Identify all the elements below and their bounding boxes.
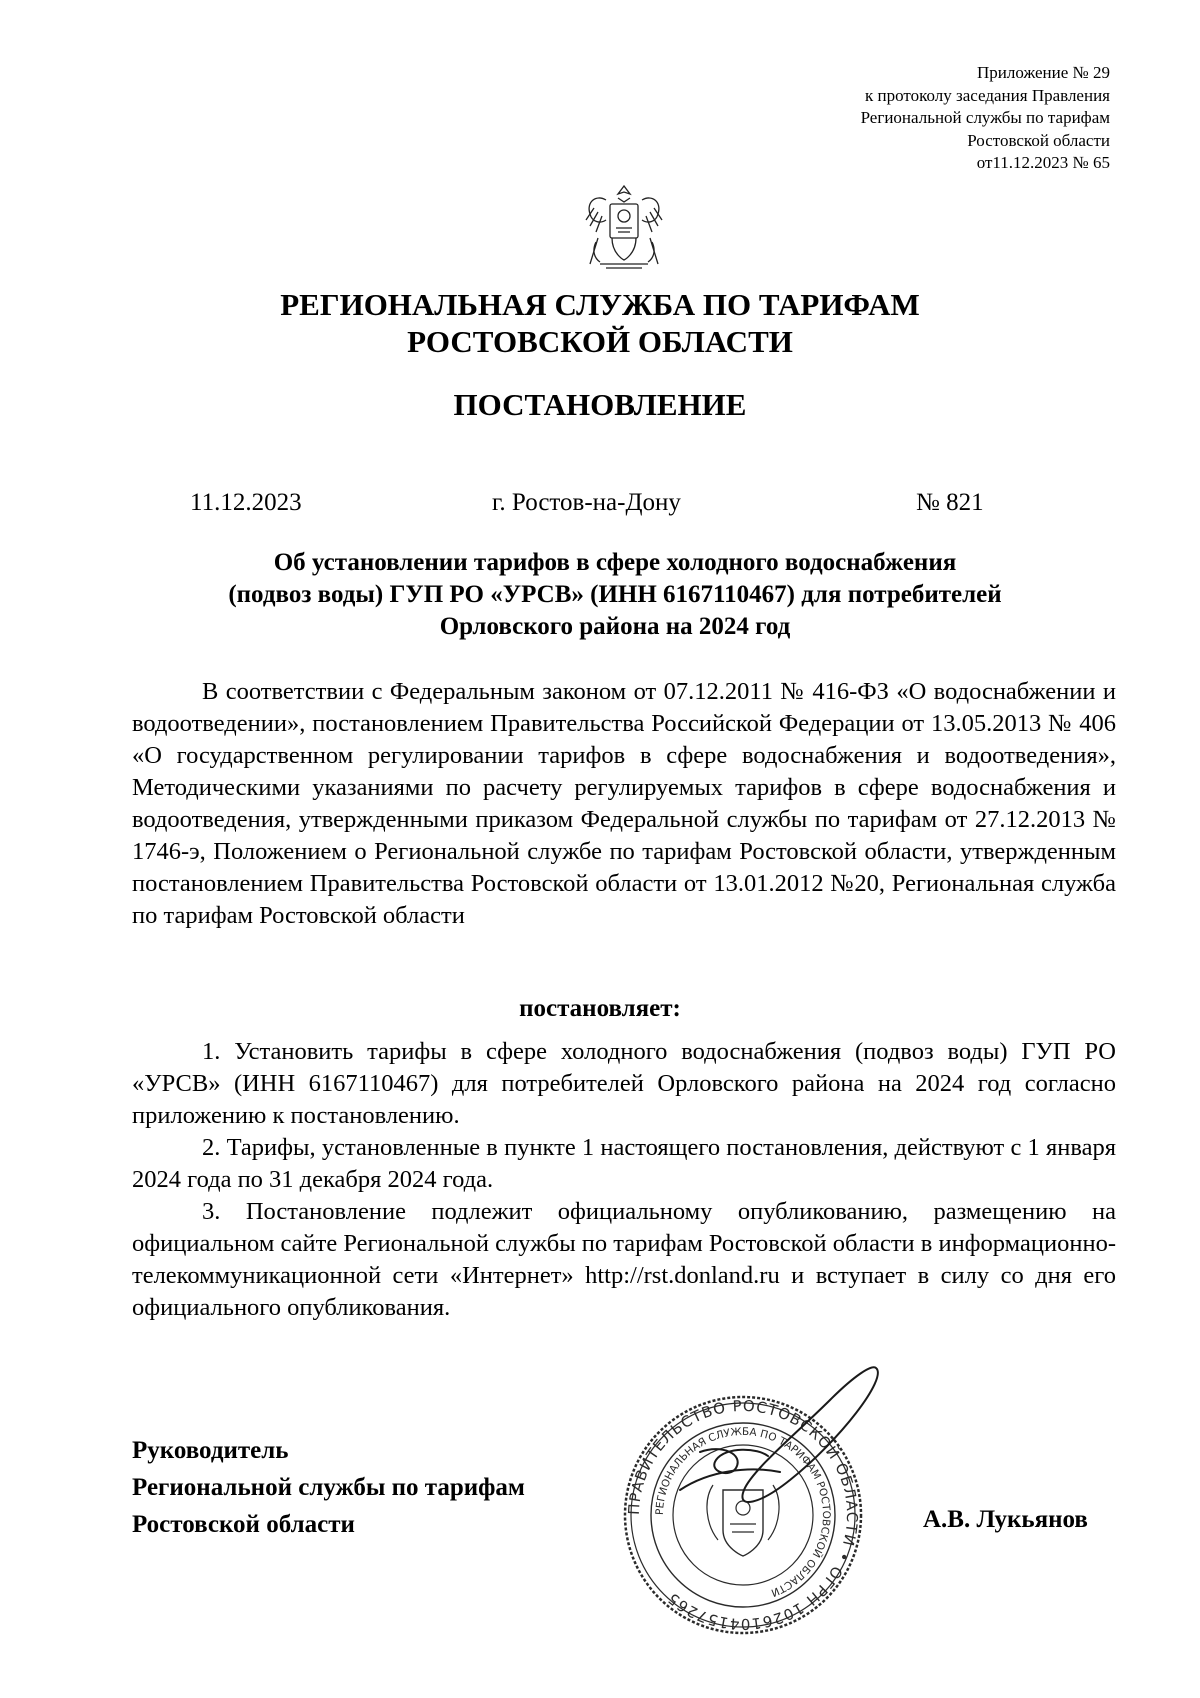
annex-line: от11.12.2023 № 65 <box>976 153 1110 172</box>
subject-line: Орловского района на 2024 год <box>439 613 791 640</box>
resolution-items <box>132 1036 1116 1324</box>
signatory-position-line: Ростовской области <box>132 1511 355 1538</box>
document-number: № 821 <box>916 489 984 516</box>
document-date: 11.12.2023 <box>190 489 302 516</box>
resolution-item: 2. Тарифы, установленные в пункте 1 настоящего постановления, действуют с 1 января 2024 года по 31 декабря 2024 года. <box>132 1134 1116 1193</box>
organization-name: РЕГИОНАЛЬНАЯ СЛУЖБА ПО ТАРИФАМ <box>280 287 920 322</box>
handwritten-signature <box>640 1360 900 1560</box>
resolution-item: 1. Установить тарифы в сфере холодного водоснабжения (подвоз воды) ГУП РО «УРСВ» (ИНН 6167110467) для потребителей Орловского района на 2024 год согласно приложению к постановлению. <box>132 1038 1116 1129</box>
resolves-heading: постановляет: <box>519 995 681 1022</box>
preamble-paragraph: В соответствии с Федеральным законом от 07.12.2011 № 416-ФЗ «О водоснабжении и водоотведении», постановлением Правительства Российской Федерации от 13.05.2013 № 406 «О государственном регулировании тарифов в сфере водоснабжения и водоотведения», Методическими указаниями по расчету регулируемых тарифов в сфере водоснабжения и водоотведения, утвержденными приказом Федеральной службы по тарифам от 27.12.2013 № 1746-э, Положением о Региональной службе по тарифам Ростовской области, утвержденным постановлением Правительства Ростовской области от 13.01.2012 №20, Региональная служба по тарифам Ростовской области <box>132 678 1116 929</box>
document-type-title: ПОСТАНОВЛЕНИЕ <box>453 387 747 422</box>
subject-line: Об установлении тарифов в сфере холодного водоснабжения <box>273 549 957 576</box>
signatory-position <box>132 1432 525 1543</box>
seal-outer-text: ПРАВИТЕЛЬСТВО РОСТОВСКОЙ ОБЛАСТИ • ОГРН 1026104157265 <box>624 1396 862 1634</box>
annex-line: Ростовской области <box>967 130 1110 150</box>
seal-inner-text: РЕГИОНАЛЬНАЯ СЛУЖБА ПО ТАРИФАМ РОСТОВСКОЙ ОБЛАСТИ <box>653 1425 833 1599</box>
organization-region: РОСТОВСКОЙ ОБЛАСТИ <box>407 324 793 359</box>
annex-line: Приложение № 29 <box>977 63 1110 82</box>
subject-line: (подвоз воды) ГУП РО «УРСВ» (ИНН 6167110467) для потребителей <box>228 581 1002 608</box>
signatory-position-line: Руководитель <box>132 1437 289 1464</box>
annex-line: к протоколу заседания Правления <box>865 85 1110 105</box>
annex-line: Региональной службы по тарифам <box>860 108 1110 127</box>
annex-reference <box>690 62 1110 175</box>
document-subject <box>150 547 1080 643</box>
document-city: г. Ростов-на-Дону <box>492 489 681 516</box>
coat-of-arms-icon <box>576 180 672 276</box>
signatory-name: А.В. Лукьянов <box>923 1506 1088 1533</box>
resolution-item: 3. Постановление подлежит официальному опубликованию, размещению на официальном сайте Региональной службы по тарифам Ростовской области в информационно-телекоммуникационной сети «Интернет» http://rst.donland.ru и вступает в силу со дня его официального опубликования. <box>132 1198 1116 1321</box>
signatory-position-line: Региональной службы по тарифам <box>132 1474 525 1501</box>
